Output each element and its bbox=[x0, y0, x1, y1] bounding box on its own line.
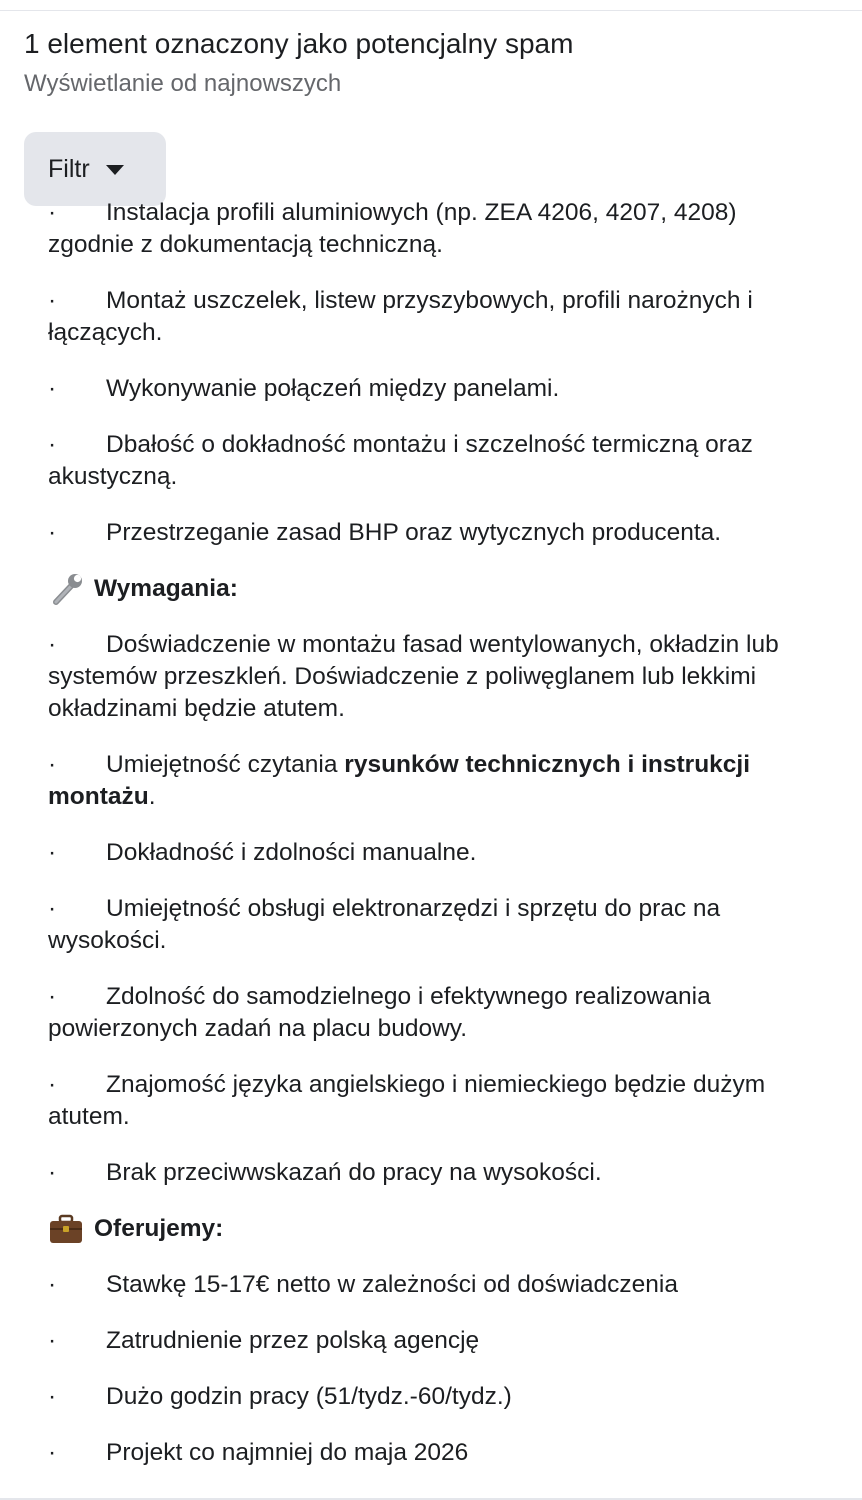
bullet: · bbox=[48, 1439, 57, 1466]
sort-order-label: Wyświetlanie od najnowszych bbox=[24, 70, 342, 97]
bullet: · bbox=[48, 1383, 57, 1410]
list-item-text: Dokładność i zdolności manualne. bbox=[106, 839, 477, 866]
bullet: · bbox=[48, 1327, 57, 1354]
list-item-text: Umiejętność obsługi elektronarzędzi i sprzętu do prac na wysokości. bbox=[48, 895, 721, 954]
post-body bbox=[48, 197, 822, 1493]
list-item-text: Dużo godzin pracy (51/tydz.-60/tydz.) bbox=[106, 1383, 512, 1410]
list-item-text: . bbox=[148, 783, 156, 810]
list-item bbox=[48, 1437, 822, 1469]
list-item bbox=[48, 1157, 822, 1189]
bullet: · bbox=[48, 1159, 57, 1186]
offer-heading bbox=[48, 1213, 822, 1245]
list-item-text: Instalacja profili aluminiowych (np. ZEA 4206, 4207, 4208) zgodnie z dokumentacją techniczną. bbox=[48, 199, 737, 258]
bullet: · bbox=[48, 1071, 57, 1098]
bullet: · bbox=[48, 895, 57, 922]
caret-down-icon bbox=[106, 165, 124, 175]
spam-header bbox=[24, 26, 838, 100]
bullet: · bbox=[48, 519, 57, 546]
list-item bbox=[48, 429, 822, 493]
list-item-text: Zdolność do samodzielnego i efektywnego realizowania powierzonych zadań na placu budowy. bbox=[48, 983, 711, 1042]
list-item bbox=[48, 1269, 822, 1301]
list-item-text: Doświadczenie w montażu fasad wentylowanych, okładzin lub systemów przeszkleń. Doświadczenie z poliwęglanem lub lekkimi okładzinami będzie atutem. bbox=[48, 631, 779, 722]
list-item bbox=[48, 981, 822, 1045]
briefcase-icon bbox=[48, 1213, 84, 1245]
list-item-bold-text: rysunków technicznych i instrukcji montażu bbox=[48, 751, 751, 810]
list-item bbox=[48, 629, 822, 725]
list-item-text: Znajomość języka angielskiego i niemieckiego będzie dużym atutem. bbox=[48, 1071, 766, 1130]
requirements-heading-text: Wymagania: bbox=[94, 575, 238, 602]
bullet: · bbox=[48, 751, 57, 778]
filter-label: Filtr bbox=[48, 154, 90, 183]
list-item-text: Dbałość o dokładność montażu i szczelność termiczną oraz akustyczną. bbox=[48, 431, 753, 490]
bullet: · bbox=[48, 631, 57, 658]
top-divider bbox=[0, 10, 862, 11]
list-item-text: Stawkę 15-17€ netto w zależności od doświadczenia bbox=[106, 1271, 679, 1298]
wrench-icon bbox=[48, 573, 84, 605]
list-item bbox=[48, 285, 822, 349]
list-item-text: Umiejętność czytania bbox=[106, 751, 345, 778]
bullet: · bbox=[48, 983, 57, 1010]
list-item bbox=[48, 373, 822, 405]
list-item bbox=[48, 837, 822, 869]
list-item bbox=[48, 1381, 822, 1413]
list-item-text: Wykonywanie połączeń między panelami. bbox=[106, 375, 560, 402]
list-item bbox=[48, 1325, 822, 1357]
list-item bbox=[48, 197, 822, 261]
post-content-viewport[interactable] bbox=[0, 199, 862, 1496]
filter-button[interactable] bbox=[24, 132, 166, 206]
bullet: · bbox=[48, 375, 57, 402]
bullet: · bbox=[48, 199, 57, 226]
requirements-heading bbox=[48, 573, 822, 605]
bullet: · bbox=[48, 1271, 57, 1298]
list-item bbox=[48, 517, 822, 549]
bullet: · bbox=[48, 431, 57, 458]
list-item bbox=[48, 893, 822, 957]
list-item-text: Przestrzeganie zasad BHP oraz wytycznych producenta. bbox=[106, 519, 722, 546]
bullet: · bbox=[48, 839, 57, 866]
offer-heading-text: Oferujemy: bbox=[94, 1215, 224, 1242]
bullet: · bbox=[48, 287, 57, 314]
list-item bbox=[48, 749, 822, 813]
list-item bbox=[48, 1069, 822, 1133]
list-item-text: Zatrudnienie przez polską agencję bbox=[106, 1327, 480, 1354]
page-title: 1 element oznaczony jako potencjalny spam bbox=[24, 28, 574, 59]
list-item-text: Projekt co najmniej do maja 2026 bbox=[106, 1439, 469, 1466]
list-item-text: Montaż uszczelek, listew przyszybowych, profili narożnych i łączących. bbox=[48, 287, 753, 346]
list-item-text: Brak przeciwwskazań do pracy na wysokości. bbox=[106, 1159, 602, 1186]
